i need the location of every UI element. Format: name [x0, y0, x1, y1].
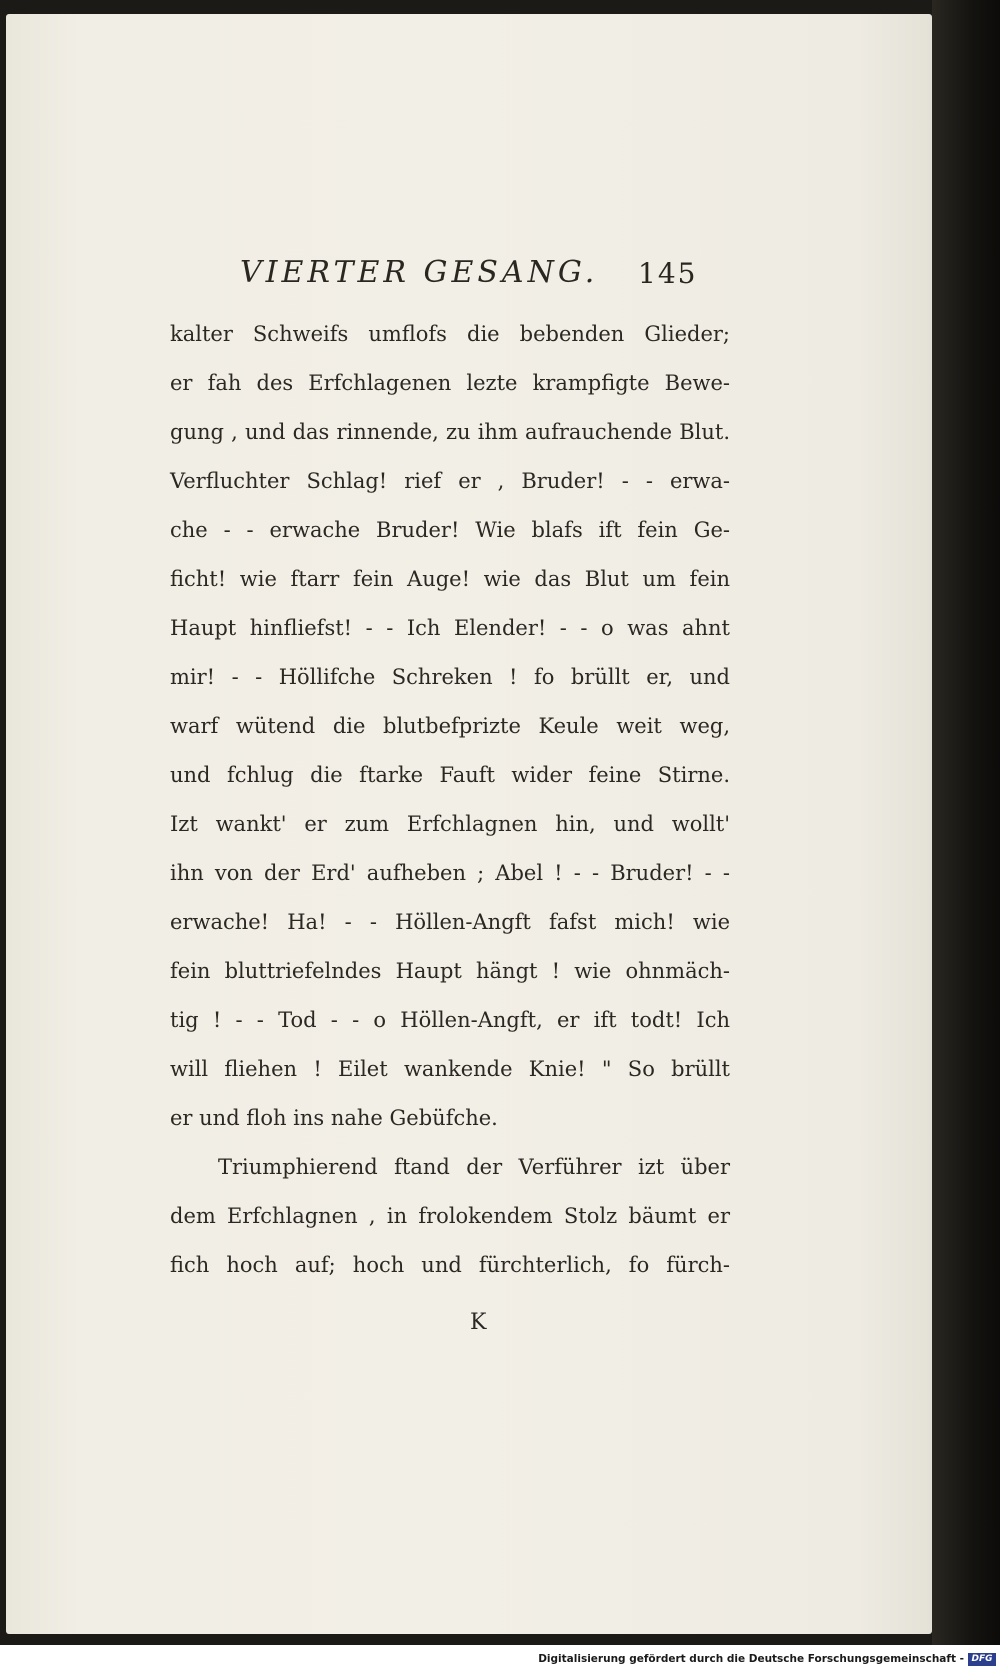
text-line: che - - erwache Bruder! Wie blafs ift fein Ge-	[170, 518, 730, 542]
text-line: will fliehen ! Eilet wankende Knie! " So brüllt	[170, 1057, 730, 1081]
text-line: kalter Schweifs umflofs die bebenden Glieder;	[170, 322, 730, 346]
text-line: erwache! Ha! - - Höllen-Angft fafst mich! wie	[170, 910, 730, 934]
book-spine	[932, 0, 1000, 1645]
text-line: Izt wankt' er zum Erfchlagnen hin, und wollt'	[170, 812, 730, 836]
chapter-title: VIERTER GESANG.	[240, 255, 599, 290]
text-line: gung , und das rinnende, zu ihm aufrauchende Blut.	[170, 420, 730, 444]
text-line: fich hoch auf; hoch und fürchterlich, fo fürch-	[170, 1253, 730, 1277]
text-line: dem Erfchlagnen , in frolokendem Stolz bäumt er	[170, 1204, 730, 1228]
text-line: warf wütend die blutbefprizte Keule weit weg,	[170, 714, 730, 738]
text-line: er und floh ins nahe Gebüfche.	[170, 1106, 498, 1130]
footer-credit	[0, 1648, 1000, 1672]
credit-text: Digitalisierung gefördert durch die Deutsche Forschungsgemeinschaft -	[538, 1653, 964, 1665]
body-text	[170, 310, 730, 1290]
page-number: 145	[638, 257, 698, 290]
text-line: Verfluchter Schlag! rief er , Bruder! - - erwa-	[170, 469, 730, 493]
text-line: ihn von der Erd' aufheben ; Abel ! - - Bruder! - -	[170, 861, 730, 885]
text-line: er fah des Erfchlagenen lezte krampfigte Bewe-	[170, 371, 730, 395]
text-line: Triumphierend ftand der Verführer izt über	[218, 1155, 730, 1179]
text-line: ficht! wie ftarr fein Auge! wie das Blut um fein	[170, 567, 730, 591]
signature-mark: K	[470, 1310, 487, 1335]
text-line: tig ! - - Tod - - o Höllen-Angft, er ift todt! Ich	[170, 1008, 730, 1032]
running-head	[240, 255, 720, 297]
dfg-logo: DFG	[968, 1653, 996, 1666]
text-line: mir! - - Höllifche Schreken ! fo brüllt er, und	[170, 665, 730, 689]
text-line: fein bluttriefelndes Haupt hängt ! wie ohnmäch-	[170, 959, 730, 983]
text-line: Haupt hinfliefst! - - Ich Elender! - - o was ahnt	[170, 616, 730, 640]
text-line: und fchlug die ftarke Fauft wider feine Stirne.	[170, 763, 730, 787]
